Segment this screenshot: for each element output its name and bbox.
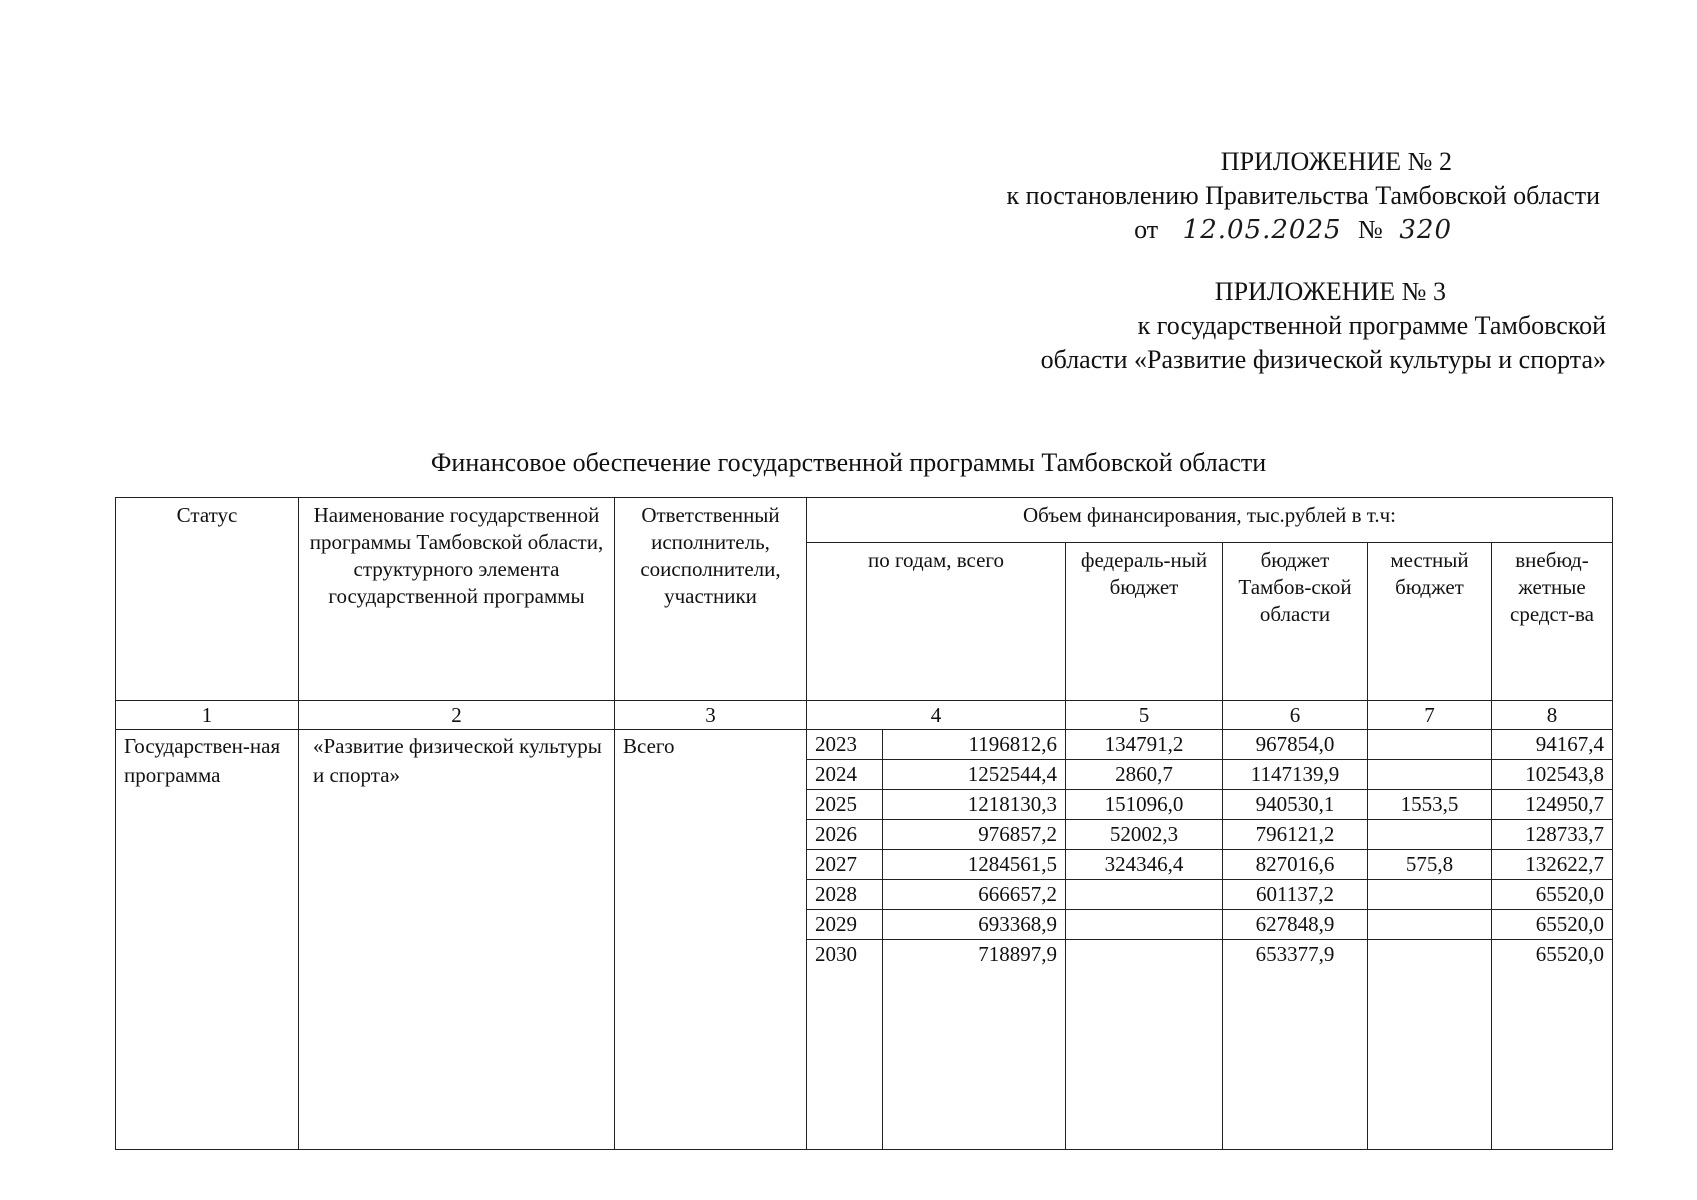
extrabudget-cell: 65520,0 [1492,910,1613,940]
executor-cell: Всего [615,730,807,1150]
appendix-3-block [900,275,1606,377]
empty-cell [1492,969,1613,1150]
handwritten-date: 12.05.2025 [1182,215,1342,245]
local-cell: 1553,5 [1368,790,1492,820]
total-cell: 1218130,3 [883,790,1066,820]
table-title: Финансовое обеспечение государственной программы Тамбовской области [430,448,1267,477]
header-regional: бюджет Тамбов-ской области [1223,543,1368,701]
extrabudget-cell: 94167,4 [1492,730,1613,760]
extrabudget-cell: 128733,7 [1492,820,1613,850]
year-cell: 2030 [807,940,883,970]
regional-cell: 827016,6 [1223,850,1368,880]
extrabudget-cell: 124950,7 [1492,790,1613,820]
extrabudget-cell: 65520,0 [1492,880,1613,910]
federal-cell: 2860,7 [1066,760,1223,790]
local-cell [1368,730,1492,760]
appendix-3-line-1: к государственной программе Тамбовской [1137,311,1606,340]
empty-cell [1066,969,1223,1150]
header-local: местный бюджет [1368,543,1492,701]
federal-cell: 52002,3 [1066,820,1223,850]
total-cell: 1252544,4 [883,760,1066,790]
header-extrabudget: внебюд-жетные средст-ва [1492,543,1613,701]
header-federal: федераль-ный бюджет [1066,543,1223,701]
column-number: 6 [1223,701,1368,730]
appendix-3-line-2: области «Развитие физической культуры и спорта» [1040,345,1606,374]
year-cell: 2023 [807,730,883,760]
empty-cell [883,969,1066,1150]
empty-cell [1368,969,1492,1150]
header-by-years: по годам, всего [807,543,1066,701]
column-number: 2 [299,701,615,730]
status-cell: Государствен-ная программа [116,730,299,1150]
program-name-cell: «Развитие физической культуры и спорта» [299,730,615,1150]
local-cell [1368,880,1492,910]
total-cell: 693368,9 [883,910,1066,940]
local-cell: 575,8 [1368,850,1492,880]
federal-cell [1066,910,1223,940]
total-cell: 976857,2 [883,820,1066,850]
extrabudget-cell: 65520,0 [1492,940,1613,970]
regional-cell: 967854,0 [1223,730,1368,760]
column-number: 5 [1066,701,1223,730]
regional-cell: 940530,1 [1223,790,1368,820]
handwritten-number: 320 [1399,215,1452,245]
year-cell: 2024 [807,760,883,790]
federal-cell: 134791,2 [1066,730,1223,760]
federal-cell [1066,880,1223,910]
appendix-3-title: ПРИЛОЖЕНИЕ № 3 [1214,277,1446,306]
extrabudget-cell: 132622,7 [1492,850,1613,880]
local-cell [1368,760,1492,790]
federal-cell: 151096,0 [1066,790,1223,820]
local-cell [1368,940,1492,970]
appendix-2-date-line [900,213,1600,247]
year-cell: 2025 [807,790,883,820]
header-program-name: Наименование государственной программы Тамбовской области, структурного элемента государственной программы [299,498,615,701]
local-cell [1368,910,1492,940]
column-number: 7 [1368,701,1492,730]
year-cell: 2027 [807,850,883,880]
regional-cell: 601137,2 [1223,880,1368,910]
year-cell: 2029 [807,910,883,940]
column-number-row [116,701,1613,730]
number-prefix: № [1358,215,1383,244]
appendix-2-block [900,145,1600,247]
date-prefix: от [1134,215,1159,244]
total-cell: 718897,9 [883,940,1066,970]
year-cell: 2028 [807,880,883,910]
total-cell: 1284561,5 [883,850,1066,880]
regional-cell: 796121,2 [1223,820,1368,850]
appendix-2-line: к постановлению Правительства Тамбовской области [1006,181,1600,210]
federal-cell [1066,940,1223,970]
regional-cell: 653377,9 [1223,940,1368,970]
empty-cell [807,969,883,1150]
extrabudget-cell: 102543,8 [1492,760,1613,790]
year-cell: 2026 [807,820,883,850]
column-number: 1 [116,701,299,730]
table-row [116,730,1613,760]
header-status: Статус [116,498,299,701]
local-cell [1368,820,1492,850]
appendix-2-title: ПРИЛОЖЕНИЕ № 2 [1220,147,1452,176]
regional-cell: 1147139,9 [1223,760,1368,790]
empty-cell [1223,969,1368,1150]
column-number: 4 [807,701,1066,730]
total-cell: 666657,2 [883,880,1066,910]
header-financing-volume: Объем финансирования, тыс.рублей в т.ч: [807,498,1613,543]
header-executor: Ответственный исполнитель, соисполнители, участники [615,498,807,701]
column-number: 8 [1492,701,1613,730]
financing-table [115,497,1613,1150]
regional-cell: 627848,9 [1223,910,1368,940]
column-number: 3 [615,701,807,730]
total-cell: 1196812,6 [883,730,1066,760]
federal-cell: 324346,4 [1066,850,1223,880]
